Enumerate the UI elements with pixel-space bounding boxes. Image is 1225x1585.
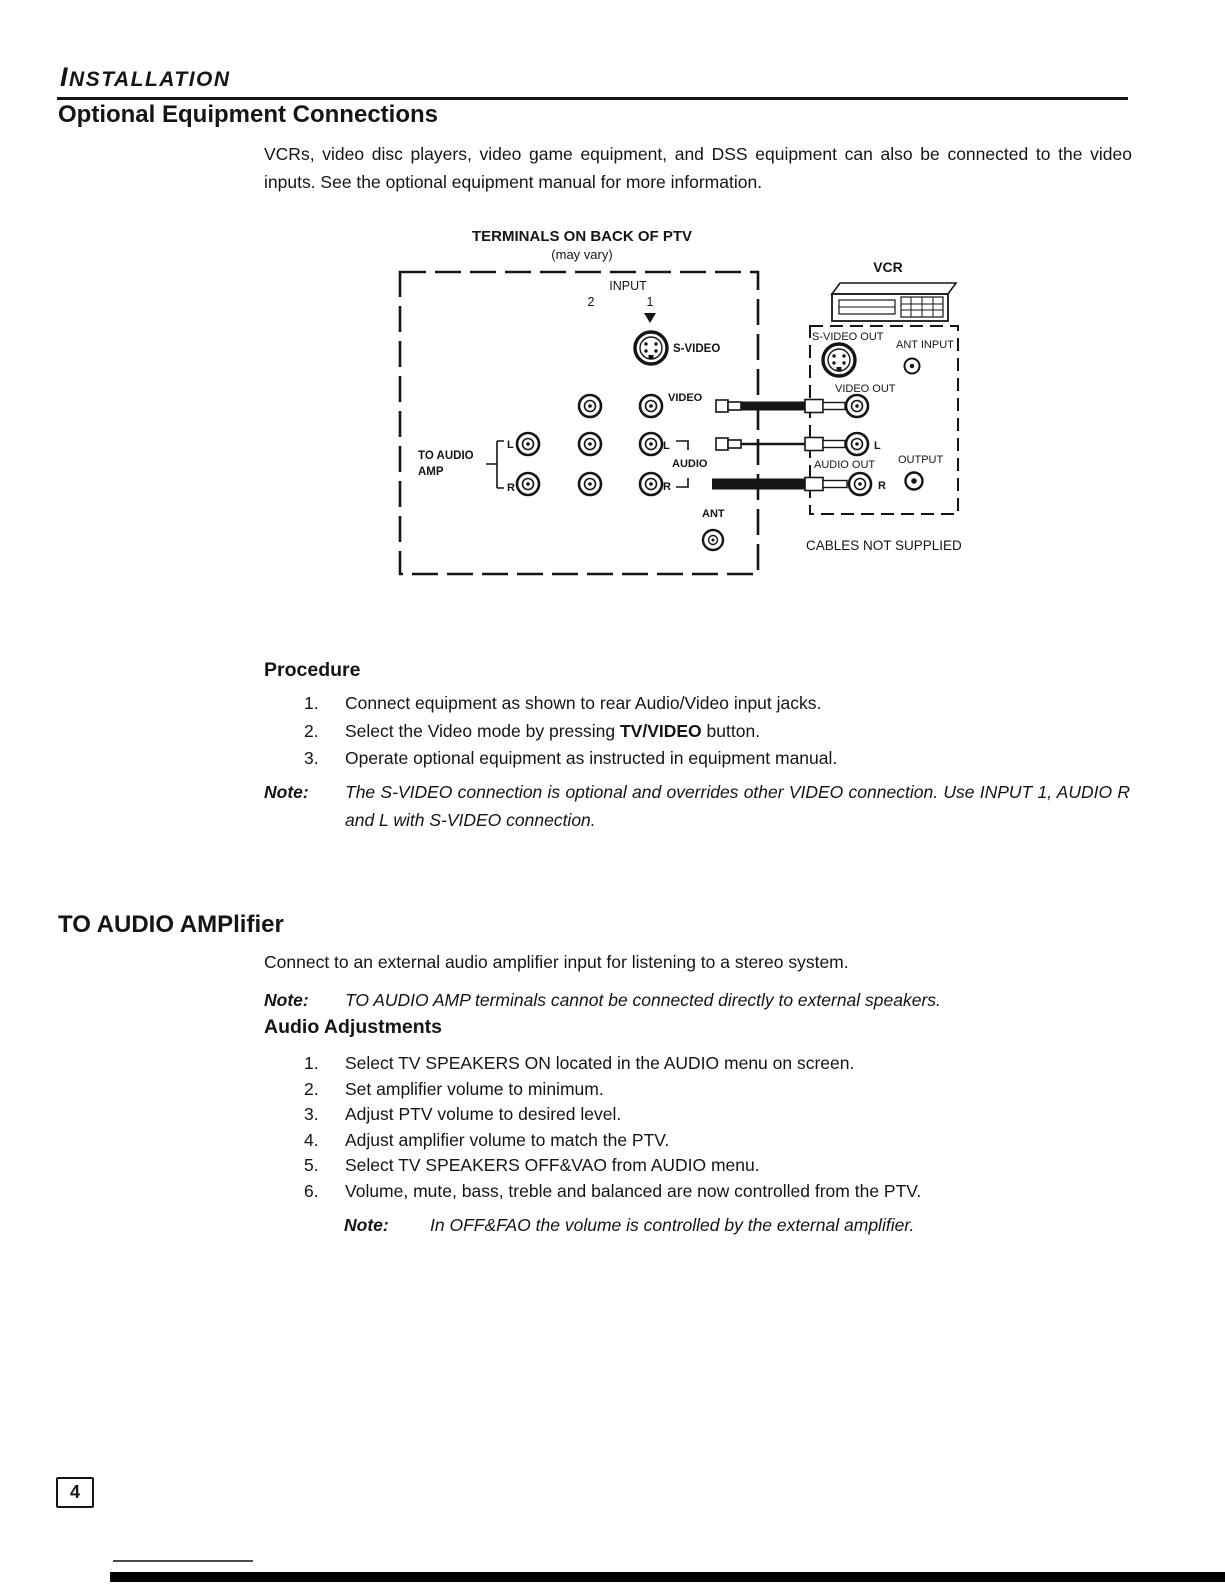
step-number: 3. <box>304 1104 319 1124</box>
connection-diagram <box>388 222 1000 588</box>
vcr-output-jack <box>906 473 923 490</box>
audio-adjustments-list <box>304 1051 1134 1204</box>
step-text: Connect equipment as shown to rear Audio/Video input jacks. <box>345 693 822 713</box>
adjustment-step <box>304 1128 1134 1154</box>
step-text: Select TV SPEAKERS ON located in the AUDIO menu on screen. <box>345 1053 855 1073</box>
svideo-out-label: S-VIDEO OUT <box>812 331 884 343</box>
step-text <box>345 718 760 746</box>
to-audio-amp-label-line2: AMP <box>418 466 444 478</box>
page-number-box <box>56 1477 94 1508</box>
step-text-bold: TV/VIDEO <box>619 720 702 741</box>
ptv-panel-outline <box>400 272 758 574</box>
input-label: INPUT <box>609 279 647 293</box>
step-number: 2. <box>304 1078 319 1099</box>
step-number: 2. <box>304 720 319 741</box>
intro-paragraph: VCRs, video disc players, video game equipment, and DSS equipment can also be connected to the video inputs. See the optional equipment manual for more information. <box>264 144 1132 192</box>
audio-bracket-top <box>676 441 688 450</box>
note-label: Note: <box>264 990 309 1010</box>
note-text: In OFF&FAO the volume is controlled by the external amplifier. <box>430 1215 915 1235</box>
header-rule <box>57 97 1128 100</box>
audio-bracket-bottom <box>676 478 688 487</box>
adjustment-step <box>304 1179 1134 1205</box>
step-number: 1. <box>304 1053 319 1073</box>
step-text: Set amplifier volume to minimum. <box>345 1078 604 1099</box>
video-label: VIDEO <box>668 392 703 404</box>
amp-r-label: R <box>507 482 515 494</box>
section-header: INSTALLATION <box>60 62 231 92</box>
ant-label: ANT <box>702 508 725 520</box>
diagram-subtitle: (may vary) <box>551 247 613 262</box>
svideo-label: S-VIDEO <box>673 343 721 355</box>
adjustment-step <box>304 1102 1134 1128</box>
adjustment-step <box>304 1077 1134 1103</box>
page-number: 4 <box>69 1482 80 1502</box>
audio-l-label: L <box>663 440 670 452</box>
adjustment-step <box>304 1051 1134 1077</box>
cables-note: CABLES NOT SUPPLIED <box>806 538 962 553</box>
output-label: OUTPUT <box>898 454 944 466</box>
step-text: Operate optional equipment as instructed in equipment manual. <box>345 748 838 768</box>
input-col-1: 1 <box>646 295 654 309</box>
vcr-device <box>832 283 956 321</box>
step-text: Adjust PTV volume to desired level. <box>345 1104 622 1124</box>
procedure-step <box>304 745 1134 773</box>
note-label: Note: <box>344 1215 389 1235</box>
audio-l-cable <box>716 438 845 451</box>
vcr-rca-jacks <box>846 395 871 495</box>
ant-jack <box>703 530 723 550</box>
to-audio-amp-label-line1: TO AUDIO <box>418 450 474 462</box>
scan-artifact-bar <box>110 1572 1225 1582</box>
amplifier-heading: TO AUDIO AMPlifier <box>58 911 284 938</box>
video-out-label: VIDEO OUT <box>835 383 896 395</box>
note-text: TO AUDIO AMP terminals cannot be connected directly to external speakers. <box>345 990 941 1010</box>
procedure-list <box>304 690 1134 773</box>
step-number: 4. <box>304 1129 319 1150</box>
procedure-note <box>264 778 1130 834</box>
step-number: 1. <box>304 693 319 713</box>
step-number: 6. <box>304 1180 319 1201</box>
audio-r-cable <box>712 478 847 491</box>
vcr-r-label: R <box>878 480 886 492</box>
connection-diagram-svg <box>388 222 1000 588</box>
page-title: Optional Equipment Connections <box>58 101 438 128</box>
input-arrow-icon <box>644 313 656 323</box>
step-text: Adjust amplifier volume to match the PTV. <box>345 1129 670 1150</box>
vcr-l-label: L <box>874 440 881 452</box>
audio-r-label: R <box>663 481 671 493</box>
video-cable <box>716 400 845 413</box>
step-text: Volume, mute, bass, treble and balanced are now controlled from the PTV. <box>345 1180 922 1201</box>
amp-l-label: L <box>507 439 514 451</box>
vcr-svideo-jack <box>823 344 855 376</box>
diagram-title: TERMINALS ON BACK OF PTV <box>472 228 692 245</box>
note-label: Note: <box>264 782 309 802</box>
audio-label: AUDIO <box>672 458 708 470</box>
input-col-2: 2 <box>587 295 595 309</box>
procedure-step <box>304 718 1134 746</box>
to-audio-amp-bracket <box>486 441 504 488</box>
procedure-step <box>304 690 1134 718</box>
step-number: 5. <box>304 1155 319 1175</box>
ptv-rca-jacks <box>517 395 662 495</box>
amplifier-inner-note <box>344 1211 1104 1239</box>
step-text-post: button. <box>701 720 761 741</box>
step-text-pre: Select the Video mode by pressing <box>345 720 620 741</box>
scan-artifact-line <box>113 1560 253 1562</box>
amplifier-intro: Connect to an external audio amplifier input for listening to a stereo system. <box>264 952 849 972</box>
adjustment-step <box>304 1153 1134 1179</box>
vcr-label: VCR <box>873 259 903 275</box>
procedure-heading: Procedure <box>264 659 361 681</box>
ptv-svideo-jack <box>635 332 667 364</box>
step-text: Select TV SPEAKERS OFF&VAO from AUDIO menu. <box>345 1155 760 1175</box>
vcr-ant-input-jack <box>905 359 920 374</box>
amplifier-note <box>264 986 1130 1014</box>
audio-out-label: AUDIO OUT <box>814 459 876 471</box>
step-number: 3. <box>304 748 319 768</box>
note-text: The S-VIDEO connection is optional and overrides other VIDEO connection. Use INPUT 1, AUDIO R and L with S-VIDEO connection. <box>345 782 1130 830</box>
audio-adjustments-heading: Audio Adjustments <box>264 1016 443 1038</box>
ant-input-label: ANT INPUT <box>896 339 954 351</box>
